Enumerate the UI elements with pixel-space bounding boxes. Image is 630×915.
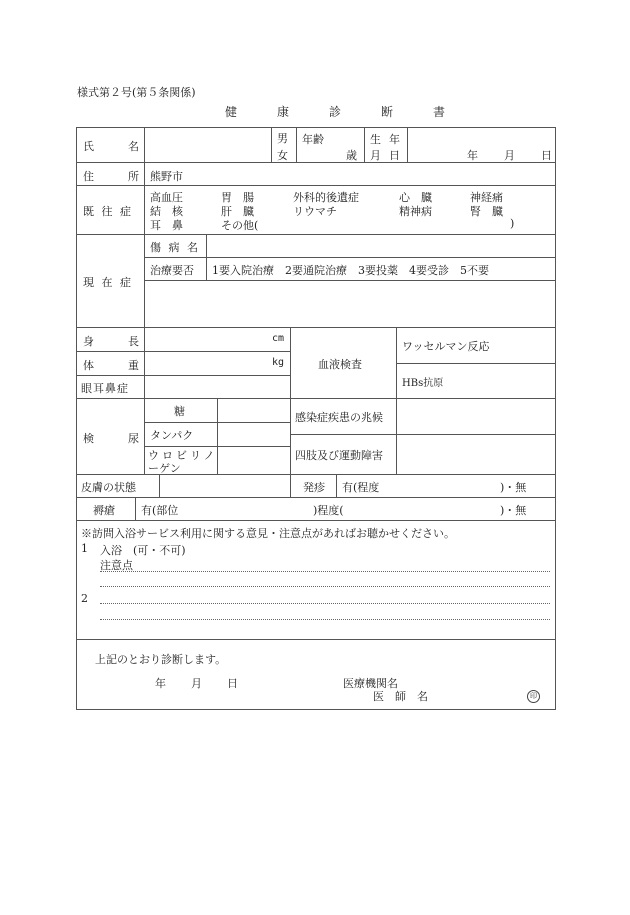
height-label-a: 身 — [83, 335, 94, 348]
title-char: 健 — [225, 105, 238, 119]
treatment-label: 治療要否 — [150, 264, 194, 277]
history-item[interactable]: 心 臓 — [399, 191, 432, 204]
bedsore-label: 褥瘡 — [93, 504, 115, 517]
sex-female[interactable]: 女 — [277, 149, 288, 162]
rash-value[interactable]: 有(程度 — [342, 481, 380, 494]
birth-label-c: 月 — [370, 149, 381, 162]
history-other-close: ) — [510, 217, 515, 230]
footer-year: 年 — [155, 677, 166, 690]
urine-label-b: 尿 — [128, 432, 139, 445]
notes-intro: ※訪問入浴サービス利用に関する意見・注意点があればお聴かせください。 — [81, 527, 455, 540]
history-item[interactable]: 耳 鼻 — [150, 219, 183, 232]
document-title — [225, 103, 485, 120]
footer-day: 日 — [227, 677, 238, 690]
history-item[interactable]: 精神病 — [399, 205, 432, 218]
blood-label: 血液検査 — [318, 358, 362, 371]
item1-bath[interactable]: 入浴 (可・不可) — [100, 544, 186, 557]
birth-month: 月 — [504, 149, 515, 162]
urine-label-a: 検 — [83, 432, 94, 445]
doctor-label: 医 師 名 — [373, 690, 428, 703]
name-label-b: 名 — [128, 140, 139, 153]
age-label: 年齢 — [302, 133, 324, 146]
current-notes-field[interactable] — [147, 283, 553, 324]
rash-none[interactable]: )・無 — [500, 481, 527, 494]
treatment-options[interactable]: 1要入院治療 2要通院治療 3要投薬 4要受診 5不要 — [212, 264, 489, 277]
history-label: 既 往 症 — [83, 205, 133, 218]
birth-label-b: 年 — [389, 133, 400, 146]
note-line[interactable] — [100, 619, 550, 620]
caution-label: 注意点 — [100, 559, 133, 572]
sugar-label: 糖 — [174, 405, 185, 418]
bedsore-none[interactable]: )・無 — [500, 504, 527, 517]
title-char: 診 — [329, 105, 342, 119]
history-item[interactable]: 高血圧 — [150, 191, 183, 204]
history-item[interactable]: 胃 腸 — [221, 191, 254, 204]
title-char: 書 — [433, 105, 446, 119]
birth-year: 年 — [467, 149, 478, 162]
height-label-b: 長 — [128, 335, 139, 348]
history-item[interactable]: 腎 臓 — [470, 205, 503, 218]
birth-label-a: 生 — [370, 133, 381, 146]
form-number: 様式第２号(第５条関係) — [77, 86, 196, 99]
disease-field[interactable] — [209, 237, 553, 255]
address-label-b: 所 — [128, 170, 139, 183]
history-item[interactable]: 神経痛 — [470, 191, 503, 204]
eye-label: 眼耳鼻症 — [81, 382, 129, 395]
skin-label: 皮膚の状態 — [81, 481, 136, 494]
weight-label-a: 体 — [83, 359, 94, 372]
history-item[interactable]: リウマチ — [293, 205, 337, 218]
address-value[interactable]: 熊野市 — [150, 170, 183, 183]
note-line[interactable] — [100, 586, 550, 587]
sex-male[interactable]: 男 — [277, 132, 288, 145]
height-unit: cm — [272, 333, 285, 344]
age-unit: 歳 — [346, 149, 357, 162]
item1-number: 1 — [81, 542, 88, 555]
footer-statement: 上記のとおり診断します。 — [95, 653, 227, 666]
urobilinogen-label-a: ウロビリノ — [148, 449, 218, 462]
limbs-label: 四肢及び運動障害 — [295, 449, 383, 462]
protein-label: タンパク — [150, 429, 194, 442]
title-char: 断 — [381, 105, 394, 119]
weight-unit: kg — [272, 357, 285, 368]
name-field[interactable] — [148, 130, 268, 160]
disease-label: 傷 病 名 — [150, 241, 200, 254]
footer-month: 月 — [191, 677, 202, 690]
bedsore-degree[interactable]: )程度( — [313, 504, 344, 517]
urobilinogen-label-b: ーゲン — [148, 462, 181, 475]
history-item[interactable]: 肝 臓 — [221, 205, 254, 218]
institution-label: 医療機関名 — [343, 677, 398, 690]
wassermann-label: ワッセルマン反応 — [402, 340, 490, 353]
bedsore-site[interactable]: 有(部位 — [141, 504, 179, 517]
title-char: 康 — [277, 105, 290, 119]
birth-label-d: 日 — [389, 149, 400, 162]
weight-label-b: 重 — [128, 359, 139, 372]
note-line[interactable] — [100, 603, 550, 604]
history-item[interactable]: その他( — [221, 219, 259, 232]
rash-label: 発疹 — [303, 481, 325, 494]
birth-day: 日 — [541, 149, 552, 162]
current-label: 現 在 症 — [83, 276, 133, 289]
history-item[interactable]: 外科的後遺症 — [293, 191, 359, 204]
seal-icon: 印 — [527, 688, 540, 703]
item2-number: 2 — [81, 592, 88, 605]
caution-line[interactable] — [100, 571, 550, 572]
name-label-a: 氏 — [83, 140, 94, 153]
hbs-label: HBs抗原 — [402, 378, 444, 389]
infection-label: 感染症疾患の兆候 — [295, 411, 383, 424]
history-item[interactable]: 結 核 — [150, 205, 183, 218]
address-label-a: 住 — [83, 170, 94, 183]
